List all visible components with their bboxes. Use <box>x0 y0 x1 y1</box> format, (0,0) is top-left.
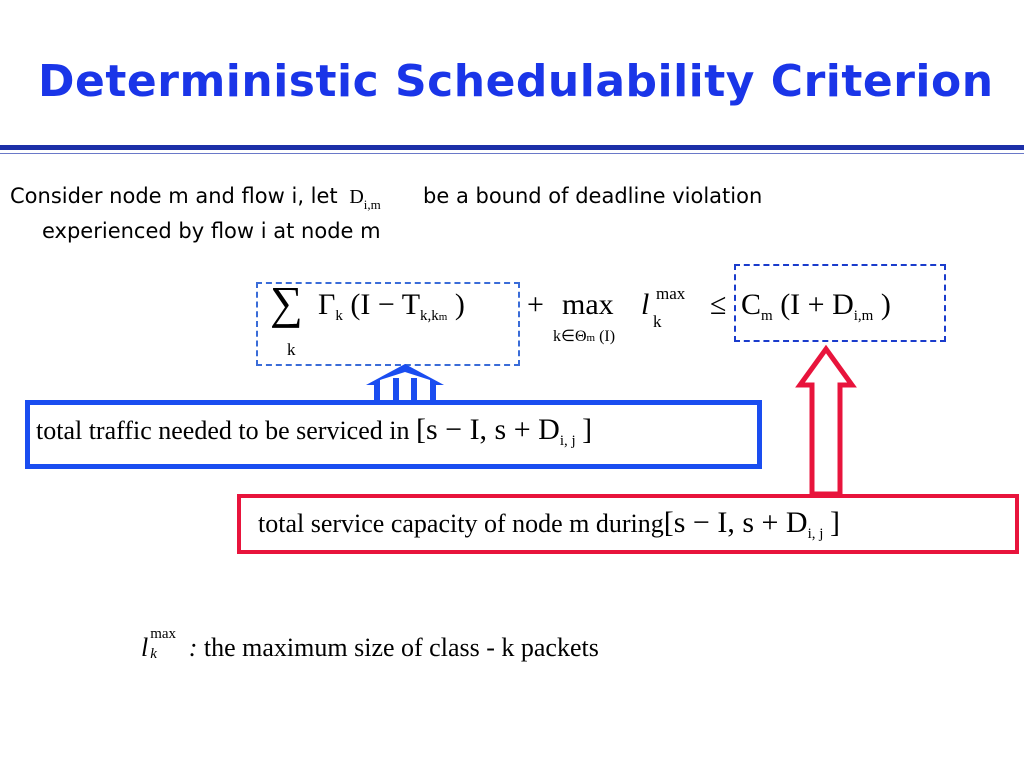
l-symbol: l <box>641 288 650 321</box>
plus-sign: + <box>527 288 544 321</box>
traffic-interval-subscript: i, j <box>559 433 576 449</box>
capacity-interval-close: ] <box>829 506 840 539</box>
capacity-interval-subscript: i, j <box>807 526 824 542</box>
intro-line-2: experienced by flow i at node m <box>42 219 381 243</box>
sum-symbol: ∑ <box>270 277 303 328</box>
total-traffic-text: total traffic needed to be serviced in <box>36 416 410 445</box>
max-sub-m: m <box>586 332 596 344</box>
sum-index: k <box>287 340 296 359</box>
legend-l-symbol: l <box>141 633 149 662</box>
blue-up-arrow <box>366 364 444 400</box>
traffic-interval: [s − I, s + D <box>415 413 560 446</box>
l-superscript: max <box>656 284 686 303</box>
traffic-open: (I − T <box>350 288 421 321</box>
c-subscript: m <box>761 308 773 324</box>
traffic-close: ) <box>454 288 465 321</box>
service-capacity-text: total service capacity of node m during <box>258 509 664 538</box>
gamma-symbol: Γ <box>318 288 336 321</box>
d-letter: D <box>349 186 364 208</box>
capacity-open: (I + D <box>780 288 854 321</box>
capacity-close: ) <box>880 288 891 321</box>
legend-superscript: max <box>150 626 177 642</box>
intro-before: Consider node m and flow i, let <box>10 184 338 208</box>
capacity-interval: [s − I, s + D <box>663 506 808 539</box>
l-max-definition <box>141 626 599 663</box>
t-subsubscript: m <box>438 311 448 323</box>
total-traffic-label <box>36 413 592 450</box>
service-capacity-label <box>258 506 840 543</box>
intro-after: be a bound of deadline violation <box>423 184 763 208</box>
t-subscript-text: k,k <box>420 308 439 324</box>
max-operator: max <box>562 288 614 321</box>
legend-text: the maximum size of class - k packets <box>203 633 599 662</box>
c-symbol: C <box>741 288 762 321</box>
d-im-subscript: i,m <box>853 308 874 324</box>
max-sub-k: k∈Θ <box>553 328 587 345</box>
leq-sign: ≤ <box>710 288 727 321</box>
gamma-subscript: k <box>335 308 343 324</box>
legend-scripts <box>148 626 182 662</box>
l-subscript: k <box>653 312 662 331</box>
slide-title: Deterministic Schedulability Criterion <box>38 56 994 107</box>
legend-colon: : <box>188 633 198 662</box>
max-sub-i: (I) <box>599 328 616 345</box>
red-up-arrow <box>800 349 852 494</box>
d-subscript: i,m <box>363 197 381 212</box>
legend-subscript: k <box>150 646 157 662</box>
traffic-interval-close: ] <box>582 413 593 446</box>
